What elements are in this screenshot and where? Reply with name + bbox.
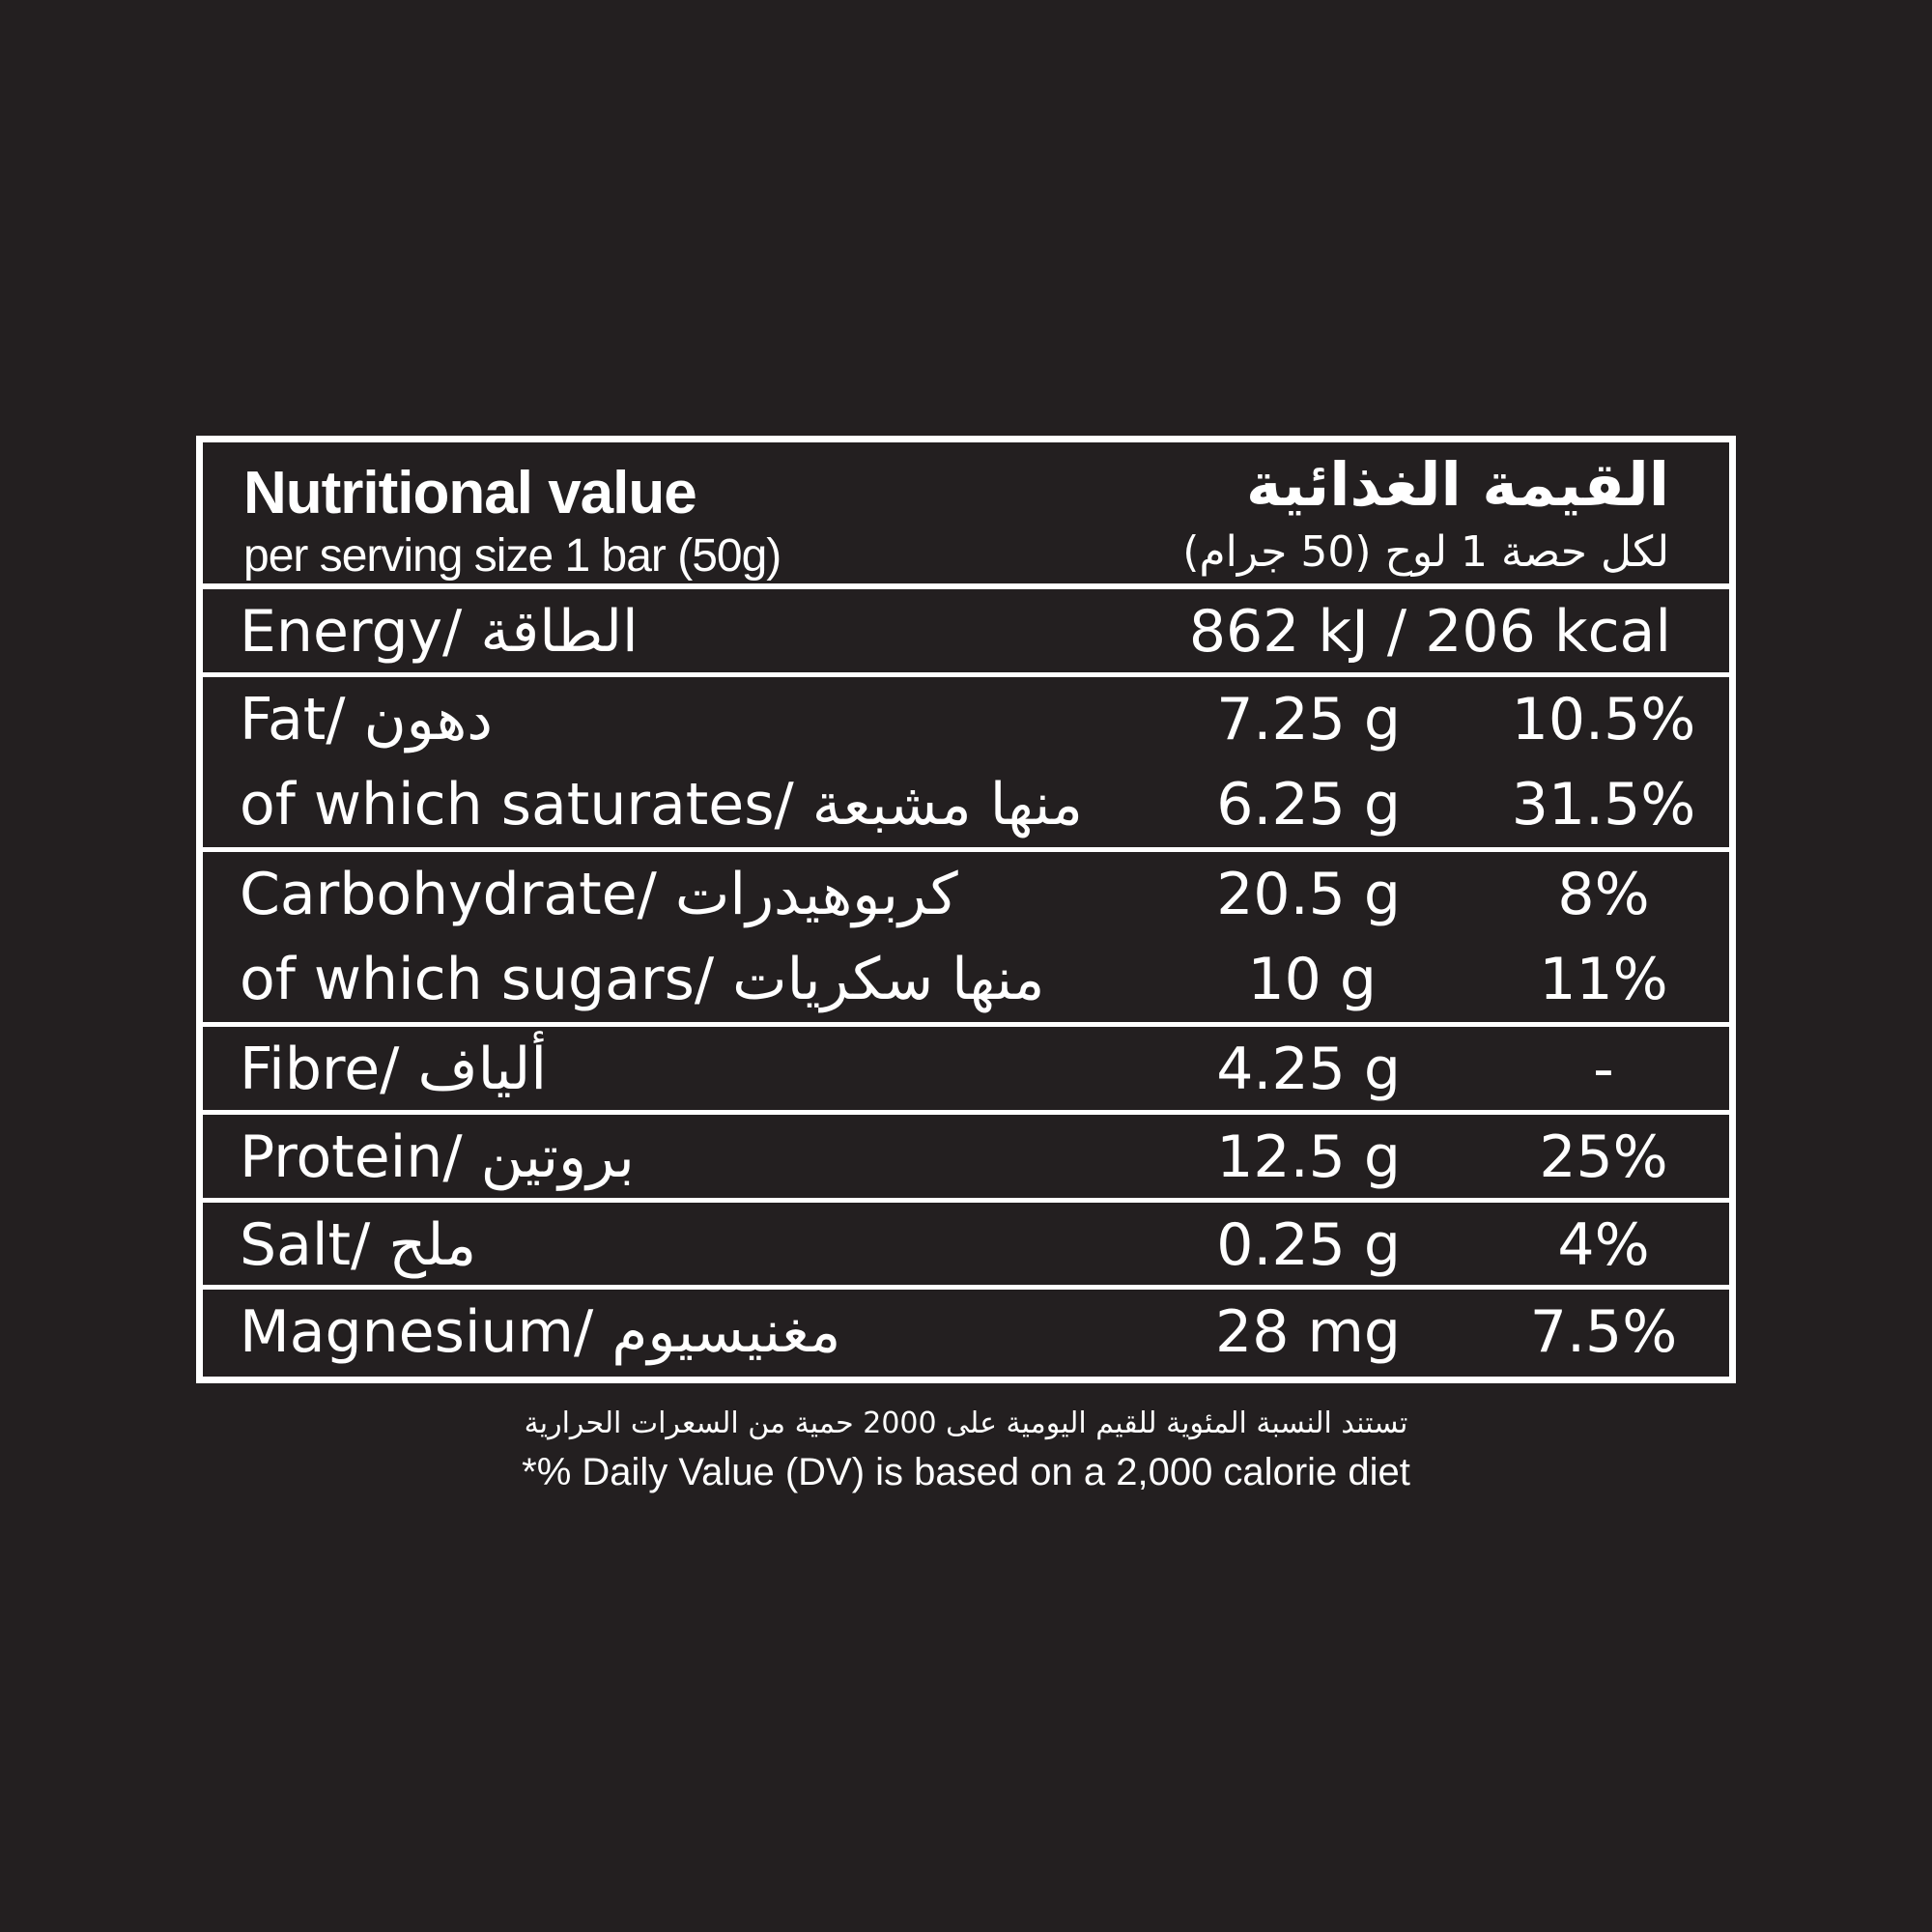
nutrition-header [203, 442, 1729, 589]
energy-group [203, 589, 1729, 677]
footnote-english: *% Daily Value (DV) is based on a 2,000 calorie diet [522, 1451, 1410, 1493]
nutrient-row-sugars [203, 937, 1729, 1022]
nutrient-row-energy [203, 589, 1729, 674]
protein-label: Protein/ بروتين [240, 1123, 635, 1191]
sugars-daily-value: 11% [1539, 946, 1668, 1013]
fibre-amount: 4.25 g [1216, 1036, 1401, 1103]
salt-group [203, 1203, 1729, 1290]
magnesium-label: Magnesium/ مغنيسيوم [240, 1298, 841, 1366]
footnote-arabic: تستند النسبة المئوية للقيم اليومية على 2000 حمية من السعرات الحرارية [524, 1406, 1408, 1440]
nutrient-row-salt [203, 1203, 1729, 1288]
fat-amount: 7.25 g [1216, 686, 1401, 753]
energy-value: 862 kJ / 206 kcal [1188, 598, 1671, 666]
nutrient-row-fat [203, 677, 1729, 762]
energy-label: Energy/ الطاقة [240, 598, 639, 666]
nutrient-row-carbohydrate [203, 852, 1729, 937]
saturates-label: of which saturates/ منها مشبعة [240, 771, 1083, 838]
nutrient-row-magnesium [203, 1290, 1729, 1375]
magnesium-group [203, 1290, 1729, 1377]
salt-label: Salt/ ملح [240, 1211, 477, 1279]
protein-group [203, 1115, 1729, 1203]
carbohydrate-label: Carbohydrate/ كربوهيدرات [240, 861, 958, 928]
fat-label: Fat/ دهون [240, 686, 494, 753]
magnesium-amount: 28 mg [1215, 1298, 1401, 1366]
fibre-group [203, 1027, 1729, 1115]
title-arabic: القيمة الغذائية [1246, 449, 1669, 520]
salt-daily-value: 4% [1557, 1211, 1650, 1279]
saturates-amount: 6.25 g [1216, 771, 1401, 838]
protein-amount: 12.5 g [1216, 1123, 1401, 1191]
carbohydrate-group [203, 852, 1729, 1027]
fat-daily-value: 10.5% [1511, 686, 1696, 753]
carbohydrate-daily-value: 8% [1557, 861, 1650, 928]
fibre-daily-value: - [1593, 1036, 1614, 1103]
serving-size-arabic: لكل حصة 1 لوح (50 جرام) [1182, 527, 1669, 577]
sugars-amount: 10 g [1247, 946, 1377, 1013]
nutrient-row-protein [203, 1115, 1729, 1200]
magnesium-daily-value: 7.5% [1529, 1298, 1678, 1366]
nutrient-row-fibre [203, 1027, 1729, 1112]
fibre-label: Fibre/ ألياف [240, 1036, 547, 1103]
nutrient-row-saturates [203, 762, 1729, 847]
title-english: Nutritional value [243, 460, 696, 526]
salt-amount: 0.25 g [1216, 1211, 1401, 1279]
carbohydrate-amount: 20.5 g [1216, 861, 1401, 928]
serving-size-english: per serving size 1 bar (50g) [243, 530, 781, 582]
protein-daily-value: 25% [1539, 1123, 1668, 1191]
sugars-label: of which sugars/ منها سكريات [240, 946, 1045, 1013]
saturates-daily-value: 31.5% [1511, 771, 1696, 838]
fat-group [203, 677, 1729, 852]
nutrition-facts-panel [196, 436, 1736, 1383]
